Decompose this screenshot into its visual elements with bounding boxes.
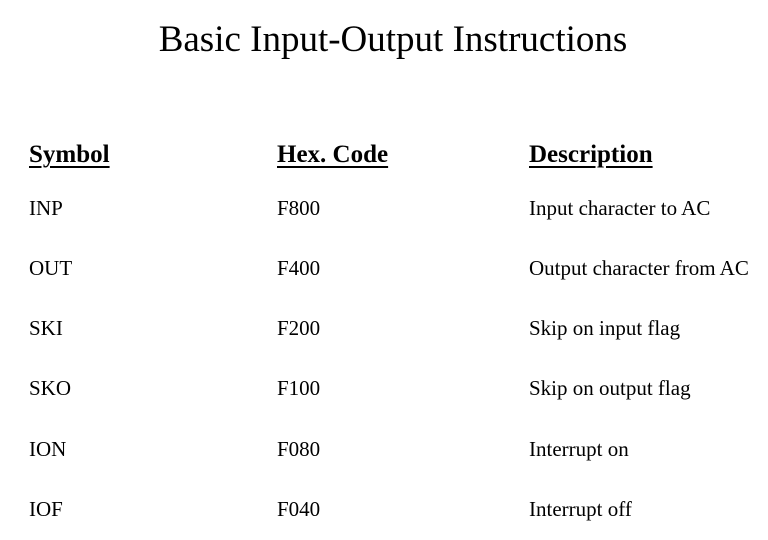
header-description: Description — [529, 141, 653, 168]
description-cell: Skip on input flag — [529, 316, 681, 340]
hex-code-cell: F080 — [277, 437, 321, 461]
hex-code-cell: F200 — [277, 316, 321, 340]
hex-code-cell: F040 — [277, 497, 321, 521]
description-cell: Interrupt on — [529, 437, 629, 461]
description-cell: Input character to AC — [529, 196, 711, 220]
page-title: Basic Input-Output Instructions — [158, 19, 628, 60]
hex-code-cell: F100 — [277, 376, 321, 400]
header-symbol: Symbol — [29, 141, 110, 168]
hex-code-cell: F400 — [277, 256, 321, 280]
symbol-cell: OUT — [29, 256, 73, 280]
symbol-cell: SKO — [29, 376, 72, 400]
description-cell: Skip on output flag — [529, 376, 691, 400]
hex-code-cell: F800 — [277, 196, 321, 220]
symbol-cell: ION — [29, 437, 67, 461]
symbol-cell: INP — [29, 196, 63, 220]
symbol-cell: SKI — [29, 316, 63, 340]
description-cell: Interrupt off — [529, 497, 632, 521]
header-hex-code: Hex. Code — [277, 141, 389, 168]
symbol-cell: IOF — [29, 497, 63, 521]
description-cell: Output character from AC — [529, 256, 749, 280]
